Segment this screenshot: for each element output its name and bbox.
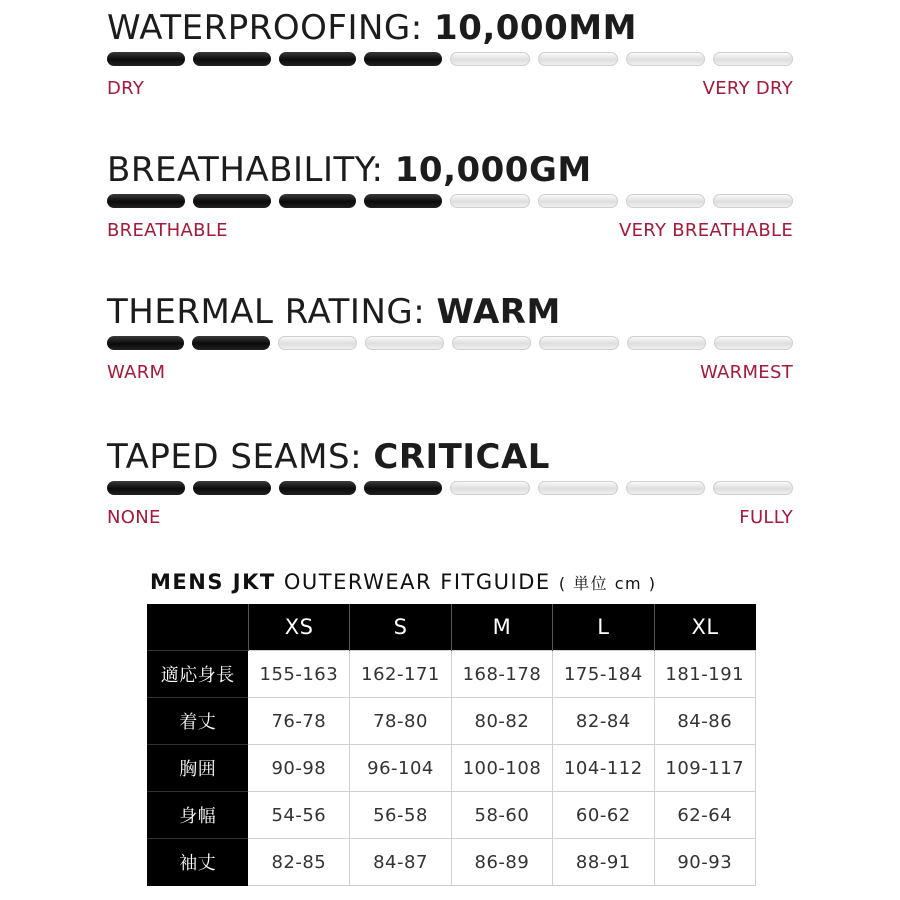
rating-scale-labels bbox=[107, 78, 793, 99]
rating-title bbox=[107, 292, 793, 332]
rating-segment-filled bbox=[364, 52, 442, 66]
rating-segment-empty bbox=[450, 481, 530, 495]
rating-segment-empty bbox=[365, 336, 444, 350]
table-cell: 82-84 bbox=[553, 698, 654, 745]
rating-title bbox=[107, 8, 793, 48]
row-label: 適応身長 bbox=[147, 651, 248, 698]
table-cell: 56-58 bbox=[350, 792, 451, 839]
rating-label: BREATHABILITY: bbox=[107, 150, 384, 190]
rating-max-label: WARMEST bbox=[699, 362, 793, 383]
rating-scale-labels bbox=[107, 220, 793, 241]
table-row bbox=[147, 651, 756, 698]
rating-segment-empty bbox=[452, 336, 531, 350]
table-cell: 58-60 bbox=[451, 792, 552, 839]
table-cell: 96-104 bbox=[350, 745, 451, 792]
rating-label: TAPED SEAMS: bbox=[107, 437, 363, 477]
rating-segment-empty bbox=[278, 336, 357, 350]
table-cell: 175-184 bbox=[553, 651, 654, 698]
rating-segment-filled bbox=[193, 52, 271, 66]
row-label: 袖丈 bbox=[147, 839, 248, 886]
fitguide-unit: ( 単位 cm ) bbox=[558, 574, 657, 593]
rating-value: 10,000GM bbox=[394, 150, 592, 190]
rating-segment-filled bbox=[279, 481, 357, 495]
rating-min-label: WARM bbox=[107, 362, 166, 383]
rating-value: 10,000MM bbox=[434, 8, 637, 48]
rating-segment-empty bbox=[713, 52, 793, 66]
rating-segment-filled bbox=[107, 336, 184, 350]
table-row bbox=[147, 698, 756, 745]
table-cell: 78-80 bbox=[350, 698, 451, 745]
rating-segment-filled bbox=[193, 481, 271, 495]
row-label: 着丈 bbox=[147, 698, 248, 745]
rating-segment-empty bbox=[713, 481, 793, 495]
table-cell: 84-86 bbox=[654, 698, 755, 745]
row-label: 胸囲 bbox=[147, 745, 248, 792]
rating-max-label: VERY DRY bbox=[702, 78, 793, 99]
rating-segment-empty bbox=[627, 336, 706, 350]
rating-title bbox=[107, 150, 793, 190]
fitguide-title-bold: MENS JKT bbox=[150, 570, 276, 594]
table-cell: 82-85 bbox=[248, 839, 349, 886]
rating-label: WATERPROOFING: bbox=[107, 8, 423, 48]
rating-thermal bbox=[107, 292, 793, 383]
rating-segment-filled bbox=[107, 52, 185, 66]
size-header-corner bbox=[147, 604, 248, 651]
rating-segment-empty bbox=[626, 481, 706, 495]
rating-min-label: NONE bbox=[107, 507, 161, 528]
size-table bbox=[147, 604, 756, 886]
table-cell: 62-64 bbox=[654, 792, 755, 839]
table-cell: 60-62 bbox=[553, 792, 654, 839]
rating-segment-filled bbox=[279, 194, 357, 208]
table-cell: 76-78 bbox=[248, 698, 349, 745]
rating-segment-filled bbox=[107, 194, 185, 208]
rating-segment-filled bbox=[193, 194, 271, 208]
table-cell: 162-171 bbox=[350, 651, 451, 698]
rating-segment-empty bbox=[538, 194, 618, 208]
rating-segment-empty bbox=[626, 194, 706, 208]
table-cell: 90-98 bbox=[248, 745, 349, 792]
rating-value: WARM bbox=[436, 292, 561, 332]
rating-scale-labels bbox=[107, 362, 793, 383]
rating-label: THERMAL RATING: bbox=[107, 292, 426, 332]
rating-segment-empty bbox=[538, 481, 618, 495]
table-cell: 54-56 bbox=[248, 792, 349, 839]
rating-bar bbox=[107, 336, 793, 350]
rating-value: CRITICAL bbox=[373, 437, 550, 477]
fitguide-title bbox=[150, 570, 656, 594]
rating-segment-filled bbox=[364, 194, 442, 208]
rating-segment-empty bbox=[450, 52, 530, 66]
rating-segment-empty bbox=[713, 194, 793, 208]
table-cell: 100-108 bbox=[451, 745, 552, 792]
rating-scale-labels bbox=[107, 507, 793, 528]
table-cell: 80-82 bbox=[451, 698, 552, 745]
size-header-xl: XL bbox=[654, 604, 755, 651]
table-row bbox=[147, 745, 756, 792]
rating-segment-empty bbox=[714, 336, 793, 350]
rating-segment-empty bbox=[450, 194, 530, 208]
rating-segment-filled bbox=[279, 52, 357, 66]
fitguide-title-text: OUTERWEAR FITGUIDE bbox=[283, 570, 551, 594]
table-cell: 168-178 bbox=[451, 651, 552, 698]
table-cell: 90-93 bbox=[654, 839, 755, 886]
table-cell: 155-163 bbox=[248, 651, 349, 698]
rating-min-label: DRY bbox=[107, 78, 145, 99]
rating-title bbox=[107, 437, 793, 477]
table-cell: 86-89 bbox=[451, 839, 552, 886]
table-cell: 84-87 bbox=[350, 839, 451, 886]
rating-bar bbox=[107, 52, 793, 66]
table-row bbox=[147, 792, 756, 839]
size-header-m: M bbox=[451, 604, 552, 651]
rating-segment-empty bbox=[539, 336, 618, 350]
size-header-xs: XS bbox=[248, 604, 349, 651]
rating-bar bbox=[107, 481, 793, 495]
rating-breathability bbox=[107, 150, 793, 241]
rating-segment-empty bbox=[626, 52, 706, 66]
table-cell: 88-91 bbox=[553, 839, 654, 886]
rating-segment-filled bbox=[192, 336, 269, 350]
rating-taped-seams bbox=[107, 437, 793, 528]
size-header-l: L bbox=[553, 604, 654, 651]
rating-segment-filled bbox=[364, 481, 442, 495]
table-row bbox=[147, 839, 756, 886]
table-cell: 181-191 bbox=[654, 651, 755, 698]
row-label: 身幅 bbox=[147, 792, 248, 839]
table-cell: 109-117 bbox=[654, 745, 755, 792]
rating-segment-empty bbox=[538, 52, 618, 66]
size-header-row bbox=[147, 604, 756, 651]
size-header-s: S bbox=[350, 604, 451, 651]
table-cell: 104-112 bbox=[553, 745, 654, 792]
rating-max-label: VERY BREATHABLE bbox=[619, 220, 793, 241]
rating-bar bbox=[107, 194, 793, 208]
rating-segment-filled bbox=[107, 481, 185, 495]
rating-min-label: BREATHABLE bbox=[107, 220, 228, 241]
rating-max-label: FULLY bbox=[739, 507, 793, 528]
rating-waterproofing bbox=[107, 8, 793, 99]
